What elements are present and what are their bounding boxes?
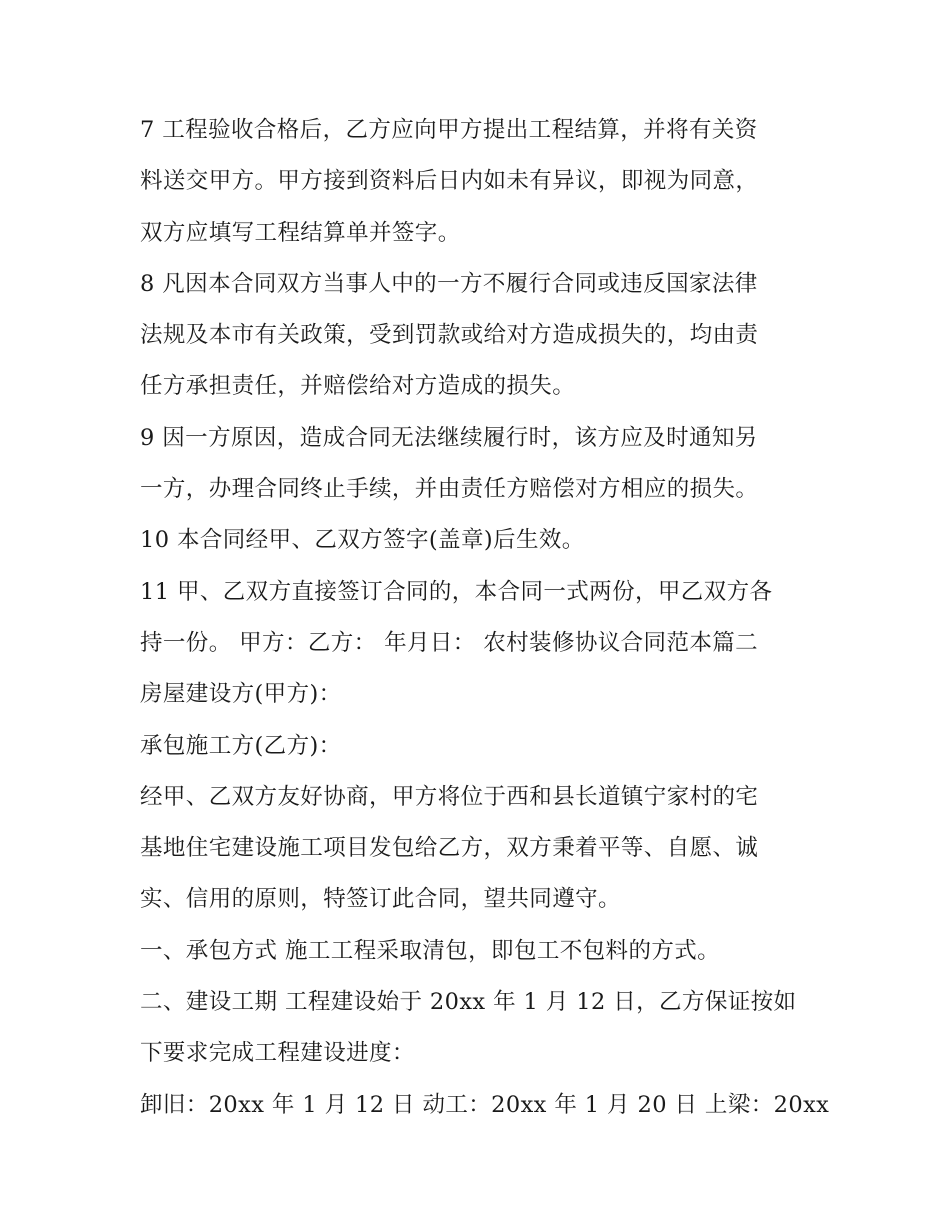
text-line: 承包施工方(乙方)： [140, 732, 342, 759]
text-line: 经甲、乙双方友好协商，甲方将位于西和县长道镇宁家村的宅 [140, 783, 759, 810]
text-line: 双方应填写工程结算单并签字。 [140, 219, 461, 246]
text-line: 8 凡因本合同双方当事人中的一方不履行合同或违反国家法律 [140, 270, 758, 297]
text-line: 二、建设工期 工程建设始于 20xx 年 1 月 12 日，乙方保证按如 [140, 989, 797, 1016]
text-line: 7 工程验收合格后，乙方应向甲方提出工程结算，并将有关资 [140, 117, 758, 143]
text-line: 料送交甲方。甲方接到资料后日内如未有异议，即视为同意， [140, 168, 759, 195]
text-line: 持一份。 甲方：乙方： 年月日： 农村装修协议合同范本篇二 [140, 629, 759, 656]
text-line: 房屋建设方(甲方)： [140, 681, 342, 708]
document-body [140, 105, 830, 1131]
text-line: 基地住宅建设施工项目发包给乙方，双方秉着平等、自愿、诚 [140, 835, 759, 862]
text-line: 11 甲、乙双方直接签订合同的，本合同一式两份，甲乙双方各 [140, 578, 773, 605]
text-line: 一、承包方式 施工工程采取清包，即包工不包料的方式。 [140, 937, 721, 964]
text-line: 9 因一方原因，造成合同无法继续履行时，该方应及时通知另 [140, 424, 758, 451]
text-line: 下要求完成工程建设进度： [140, 1040, 415, 1067]
text-line: 卸旧：20xx 年 1 月 12 日 动工：20xx 年 1 月 20 日 上梁：20xx [140, 1091, 830, 1118]
text-line: 任方承担责任，并赔偿给对方造成的损失。 [140, 373, 576, 400]
text-line: 实、信用的原则，特签订此合同，望共同遵守。 [140, 886, 621, 913]
text-line: 法规及本市有关政策，受到罚款或给对方造成损失的，均由责 [140, 322, 759, 349]
text-line: 一方，办理合同终止手续，并由责任方赔偿对方相应的损失。 [140, 476, 759, 503]
text-line: 10 本合同经甲、乙双方签字(盖章)后生效。 [140, 527, 585, 554]
